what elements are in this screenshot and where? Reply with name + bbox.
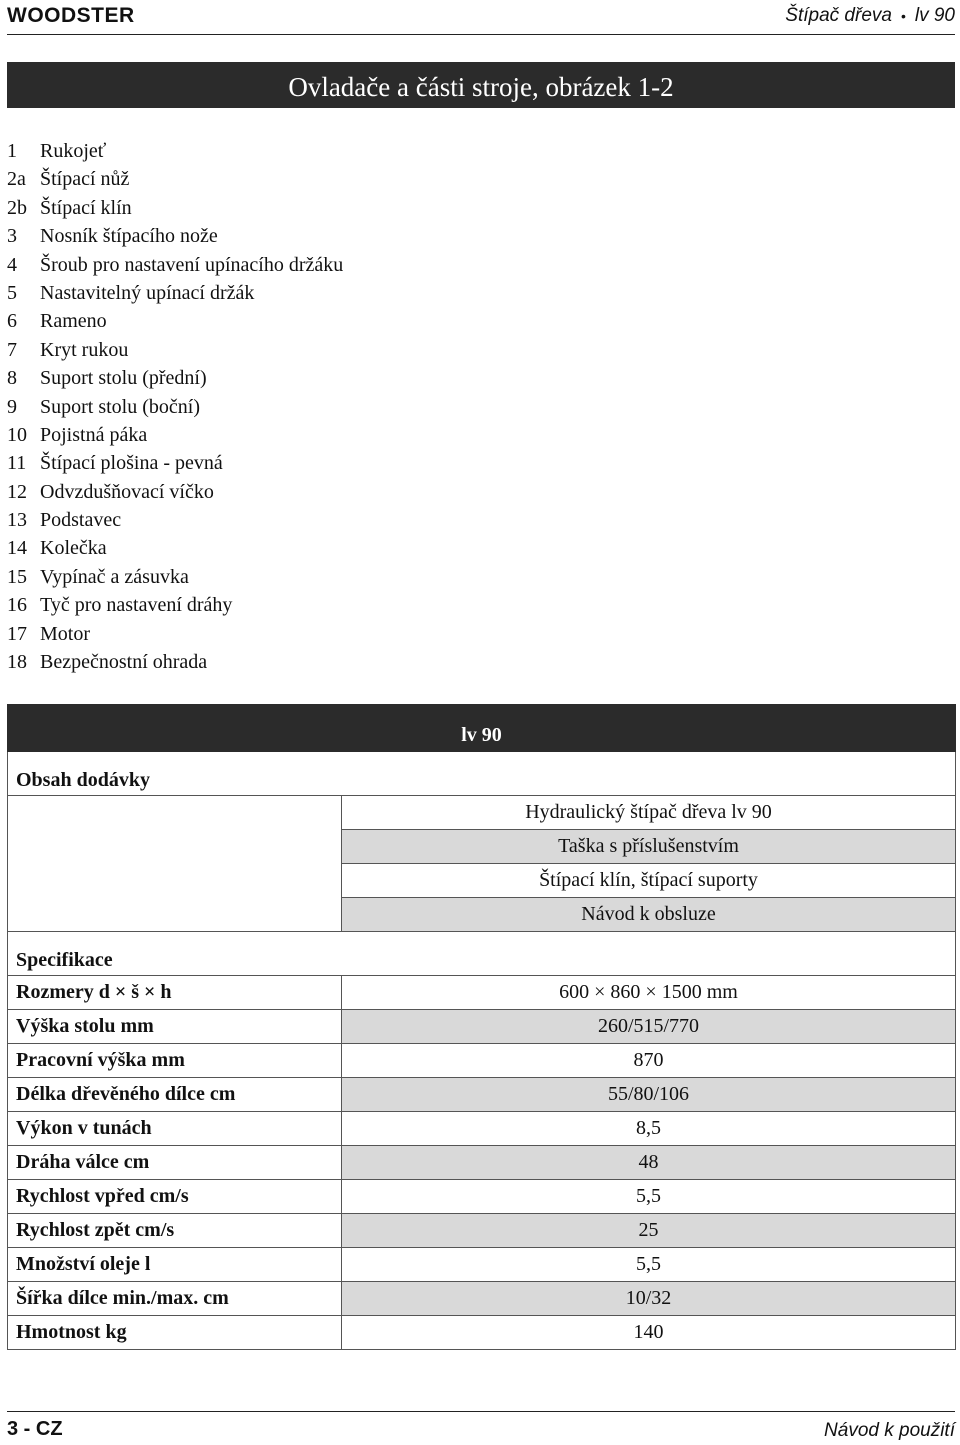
part-label: Nastavitelný upínací držák <box>40 281 255 304</box>
spec-value: 5,5 <box>342 1180 956 1214</box>
list-item <box>7 591 343 619</box>
part-number: 4 <box>7 253 17 276</box>
spec-label: Množství oleje l <box>8 1248 342 1282</box>
part-number: 17 <box>7 622 27 645</box>
table-row <box>8 830 956 864</box>
part-label: Bezpečnostní ohrada <box>40 651 208 674</box>
section-title: Ovladače a části stroje, obrázek 1-2 <box>7 62 955 108</box>
list-item <box>7 336 343 364</box>
table-row <box>8 1146 956 1180</box>
list-item <box>7 648 343 676</box>
part-label: Motor <box>40 622 90 645</box>
part-number: 11 <box>7 452 27 475</box>
spec-label: Výkon v tunách <box>8 1112 342 1146</box>
list-item <box>7 165 343 193</box>
spec-value: 5,5 <box>342 1248 956 1282</box>
list-item <box>7 307 343 335</box>
part-number: 1 <box>7 140 17 162</box>
spec-value: 8,5 <box>342 1112 956 1146</box>
spec-label: Hmotnost kg <box>8 1316 342 1350</box>
page-header <box>7 0 955 35</box>
table-row <box>8 752 956 796</box>
part-label: Vypínač a zásuvka <box>40 565 189 588</box>
table-row <box>8 1044 956 1078</box>
spec-value: 25 <box>342 1214 956 1248</box>
spec-label: Výška stolu mm <box>8 1010 342 1044</box>
part-label: Štípací nůž <box>40 168 130 191</box>
spec-value: 870 <box>342 1044 956 1078</box>
part-label: Nosník štípacího nože <box>40 225 218 248</box>
part-number: 15 <box>7 565 27 588</box>
table-row <box>8 1248 956 1282</box>
table-row <box>8 864 956 898</box>
part-number: 6 <box>7 310 17 333</box>
spec-value: 140 <box>342 1316 956 1350</box>
spec-heading: Specifikace <box>8 932 956 976</box>
part-number: 16 <box>7 594 27 617</box>
spec-value: 260/515/770 <box>342 1010 956 1044</box>
document-title <box>785 5 955 27</box>
manual-label: Návod k použití <box>824 1420 955 1441</box>
table-row <box>8 1282 956 1316</box>
part-label: Suport stolu (přední) <box>40 367 207 390</box>
table-row <box>8 1214 956 1248</box>
empty-cell <box>8 898 342 932</box>
part-label: Štípací plošina - pevná <box>40 452 223 475</box>
list-item <box>7 251 343 279</box>
parts-list <box>7 137 343 676</box>
part-number: 7 <box>7 338 17 361</box>
spec-label: Dráha válce cm <box>8 1146 342 1180</box>
list-item <box>7 194 343 222</box>
spec-value: 10/32 <box>342 1282 956 1316</box>
delivery-item: Taška s příslušenstvím <box>342 830 956 864</box>
table-row <box>8 1180 956 1214</box>
part-number: 12 <box>7 480 27 503</box>
part-label: Pojistná páka <box>40 423 148 446</box>
spec-label: Šířka dílce min./max. cm <box>8 1282 342 1316</box>
empty-cell <box>8 796 342 830</box>
table-row <box>8 1316 956 1350</box>
part-number: 10 <box>7 423 27 446</box>
list-item <box>7 506 343 534</box>
model-name: lv 90 <box>914 5 955 26</box>
page-footer <box>7 1411 955 1445</box>
part-label: Tyč pro nastavení dráhy <box>40 594 233 617</box>
list-item <box>7 478 343 506</box>
delivery-item: Štípací klín, štípací suporty <box>342 864 956 898</box>
brand-name: WOODSTER <box>7 4 135 27</box>
part-number: 5 <box>7 281 17 304</box>
spec-label: Délka dřevěného dílce cm <box>8 1078 342 1112</box>
part-label: Kryt rukou <box>40 338 129 361</box>
part-label: Suport stolu (boční) <box>40 395 200 418</box>
spec-value: 600 × 860 × 1500 mm <box>342 976 956 1010</box>
model-header: lv 90 <box>8 705 956 752</box>
part-number: 2b <box>7 196 27 219</box>
list-item <box>7 620 343 648</box>
part-number: 18 <box>7 651 27 674</box>
list-item <box>7 421 343 449</box>
part-number: 8 <box>7 367 17 390</box>
part-label: Podstavec <box>40 509 122 532</box>
part-label: Štípací klín <box>40 196 132 219</box>
product-name: Štípač dřeva <box>785 5 892 26</box>
delivery-heading: Obsah dodávky <box>8 752 956 796</box>
part-number: 9 <box>7 395 17 418</box>
part-number: 14 <box>7 537 27 560</box>
table-row <box>8 976 956 1010</box>
table-header-row <box>8 705 956 752</box>
spec-label: Rychlost vpřed cm/s <box>8 1180 342 1214</box>
part-label: Rukojeť <box>40 140 107 162</box>
part-label: Odvzdušňovací víčko <box>40 480 214 503</box>
list-item <box>7 222 343 250</box>
table-row <box>8 898 956 932</box>
part-label: Kolečka <box>40 537 107 560</box>
spec-value: 55/80/106 <box>342 1078 956 1112</box>
part-label: Rameno <box>40 310 107 333</box>
part-number: 2a <box>7 168 26 191</box>
list-item <box>7 563 343 591</box>
spec-label: Rychlost zpět cm/s <box>8 1214 342 1248</box>
table-row <box>8 1078 956 1112</box>
delivery-item: Hydraulický štípač dřeva lv 90 <box>342 796 956 830</box>
list-item <box>7 534 343 562</box>
table-row <box>8 932 956 976</box>
title-separator: • <box>900 8 906 24</box>
spec-label: Rozmery d × š × h <box>8 976 342 1010</box>
list-item <box>7 137 343 165</box>
empty-cell <box>8 830 342 864</box>
list-item <box>7 279 343 307</box>
part-label: Šroub pro nastavení upínacího držáku <box>40 253 344 276</box>
part-number: 13 <box>7 509 27 532</box>
page-number: 3 - CZ <box>7 1418 63 1440</box>
specification-table <box>7 704 956 1350</box>
part-number: 3 <box>7 225 17 248</box>
table-row <box>8 1010 956 1044</box>
list-item <box>7 393 343 421</box>
table-row <box>8 1112 956 1146</box>
empty-cell <box>8 864 342 898</box>
list-item <box>7 364 343 392</box>
delivery-item: Návod k obsluze <box>342 898 956 932</box>
table-row <box>8 796 956 830</box>
list-item <box>7 449 343 477</box>
spec-label: Pracovní výška mm <box>8 1044 342 1078</box>
spec-value: 48 <box>342 1146 956 1180</box>
